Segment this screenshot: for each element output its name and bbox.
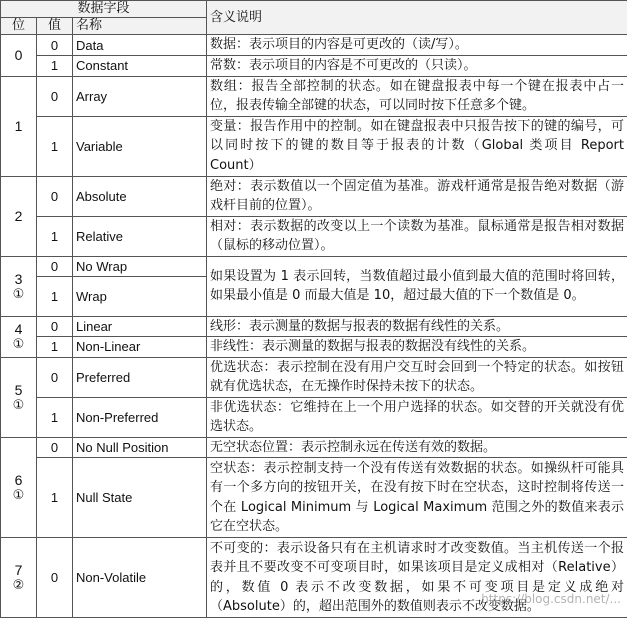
description-cell: 线形：表示测量的数据与报表的数据有线性的关系。 <box>207 316 627 337</box>
bit-number: 5 <box>14 381 23 398</box>
description-cell: 数据：表示项目的内容是可更改的（读/写）。 <box>207 35 627 56</box>
name-cell: Relative <box>73 216 207 256</box>
name-cell: Null State <box>73 458 207 538</box>
name-cell: Linear <box>73 316 207 337</box>
value-cell: 0 <box>37 316 73 337</box>
bit-cell <box>1 357 37 437</box>
name-cell: Constant <box>73 56 207 77</box>
bit-cell <box>1 176 37 256</box>
bit-cell <box>1 538 37 618</box>
table-row <box>1 337 627 358</box>
bit-cell <box>1 316 37 357</box>
value-cell: 0 <box>37 357 73 397</box>
watermark: https://blog.csdn.net/... <box>481 592 621 606</box>
value-cell: 1 <box>37 458 73 538</box>
name-header: 名称 <box>73 18 207 35</box>
description-cell: 相对：表示数据的改变以上一个读数为基准。鼠标通常是报告相对数据（鼠标的移动位置）。 <box>207 216 627 256</box>
value-cell: 1 <box>37 397 73 437</box>
description-cell: 非线性：表示测量的数据与报表的数据没有线性的关系。 <box>207 337 627 358</box>
footnote-marker: ② <box>12 578 25 593</box>
bit-number: 6 <box>14 471 23 488</box>
value-cell: 0 <box>37 538 73 618</box>
description-cell: 无空状态位置：表示控制永远在传送有效的数据。 <box>207 437 627 458</box>
bit-number: 2 <box>14 208 23 224</box>
value-cell: 0 <box>37 437 73 458</box>
value-cell: 0 <box>37 35 73 56</box>
bit-cell <box>1 256 37 316</box>
table-row <box>1 316 627 337</box>
description-cell: 非优选状态：它维持在上一个用户选择的状态。如交替的开关就没有优选状态。 <box>207 397 627 437</box>
table-row <box>1 256 627 276</box>
name-cell: Absolute <box>73 176 207 216</box>
description-cell: 如果设置为 1 表示回转，当数值超过最小值到最大值的范围时将回转，如果最小值是 0 而最大值是 10，超过最大值的下一个数值是 0。 <box>207 256 627 316</box>
name-cell: Data <box>73 35 207 56</box>
table-row <box>1 176 627 216</box>
name-cell: Non-Volatile <box>73 538 207 618</box>
value-cell: 0 <box>37 256 73 276</box>
bit-number: 1 <box>14 118 23 134</box>
table-row <box>1 35 627 56</box>
description-cell: 优选状态：表示控制在没有用户交互时会回到一个特定的状态。如按钮就有优选状态，在无操作时保持未按下的状态。 <box>207 357 627 397</box>
name-cell: Variable <box>73 116 207 176</box>
bit-number: 4 <box>14 321 23 337</box>
description-cell: 不可变的：表示设备只有在主机请求时才改变数值。当主机传送一个报表并且不要改变不可变项目时，如果该项目是定义成相对（Relative）的，数值 0 表示不改变数据，如果不可变项目是定义成绝对（Absolute）的，超出范围外的数值则表示不改变数据。 <box>207 538 627 618</box>
meaning-header: 含义说明 <box>207 1 627 35</box>
description-cell: 常数：表示项目的内容是不可更改的（只读）。 <box>207 56 627 77</box>
footnote-marker: ① <box>12 337 25 352</box>
bit-cell <box>1 35 37 77</box>
table-row <box>1 216 627 256</box>
footnote-marker: ① <box>12 397 25 413</box>
bit-number: 0 <box>14 47 23 64</box>
bit-header: 位 <box>1 18 37 35</box>
name-cell: Wrap <box>73 276 207 316</box>
table-row <box>1 76 627 116</box>
name-cell: Non-Linear <box>73 337 207 358</box>
bit-number: 3 <box>14 270 23 287</box>
header-row-top <box>1 1 627 18</box>
name-cell: No Wrap <box>73 256 207 276</box>
value-cell: 0 <box>37 176 73 216</box>
description-cell: 变量：报告作用中的控制。如在键盘报表中只报告按下的键的编号，可以同时按下的键的数目等于报表的计数（Global 类项目 Report Count） <box>207 116 627 176</box>
table-row <box>1 357 627 397</box>
value-cell: 1 <box>37 276 73 316</box>
value-cell: 1 <box>37 216 73 256</box>
description-cell: 绝对：表示数值以一个固定值为基准。游戏杆通常是报告绝对数据（游戏杆目前的位置）。 <box>207 176 627 216</box>
footnote-marker: ① <box>12 286 25 302</box>
value-cell: 1 <box>37 116 73 176</box>
table-row <box>1 437 627 458</box>
value-header: 值 <box>37 18 73 35</box>
description-cell: 空状态：表示控制支持一个没有传送有效数据的状态。如操纵杆可能具有一个多方向的按钮开关，在没有按下时在空状态，这时控制将传送一个在 Logical Minimum 与 Logical Maximum 范围之外的数值来表示它在空状态。 <box>207 458 627 538</box>
table-row <box>1 458 627 538</box>
table-row <box>1 56 627 77</box>
bit-number: 7 <box>14 562 23 578</box>
bit-cell <box>1 76 37 176</box>
name-cell: No Null Position <box>73 437 207 458</box>
table-row <box>1 116 627 176</box>
table-row <box>1 397 627 437</box>
name-cell: Non-Preferred <box>73 397 207 437</box>
value-cell: 0 <box>37 76 73 116</box>
field-group-header: 数据字段 <box>1 1 207 18</box>
name-cell: Array <box>73 76 207 116</box>
value-cell: 1 <box>37 56 73 77</box>
description-cell: 数组：报告全部控制的状态。如在键盘报表中每一个键在报表中占一位，报表传输全部键的状态，可以同时按下任意多个键。 <box>207 76 627 116</box>
footnote-marker: ① <box>12 487 25 503</box>
value-cell: 1 <box>37 337 73 358</box>
bit-cell <box>1 437 37 538</box>
name-cell: Preferred <box>73 357 207 397</box>
